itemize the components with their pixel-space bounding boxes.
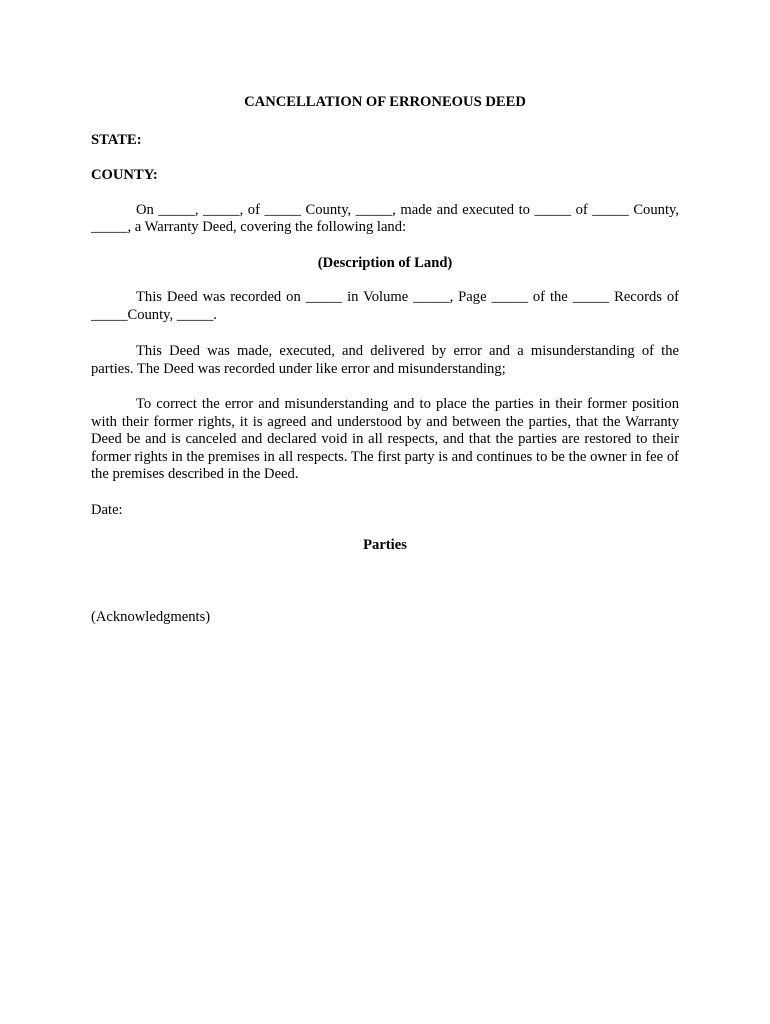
document-body [91,94,679,626]
state-label: STATE: [91,131,142,148]
document-title: CANCELLATION OF ERRONEOUS DEED [244,94,526,110]
paragraph-correction: To correct the error and misunderstanding and to place the parties in their former position with their former rights, it is agreed and understood by and between the parties, that the Warranty Deed be and is canceled and declared void in all respects, and that the parties are restored to their former rights in the premises in all respects. The first party is and continues to be the owner in fee of the premises described in the Deed. [91,396,679,482]
date-label: Date: [91,501,123,518]
paragraph-deed-execution: On _____, _____, of _____ County, _____, made and executed to _____ of _____ County, _____, a Warranty Deed, covering the following land: [91,201,679,235]
county-label: COUNTY: [91,167,158,183]
paragraph-error: This Deed was made, executed, and delivered by error and a misunderstanding of the parties. The Deed was recorded under like error and misunderstanding; [91,343,679,377]
paragraph-recording: This Deed was recorded on _____ in Volume _____, Page _____ of the _____ Records of _____County, _____. [91,289,679,323]
description-of-land-heading: (Description of Land) [317,254,453,271]
parties-heading: Parties [363,537,407,553]
acknowledgments-label: (Acknowledgments) [91,608,211,625]
